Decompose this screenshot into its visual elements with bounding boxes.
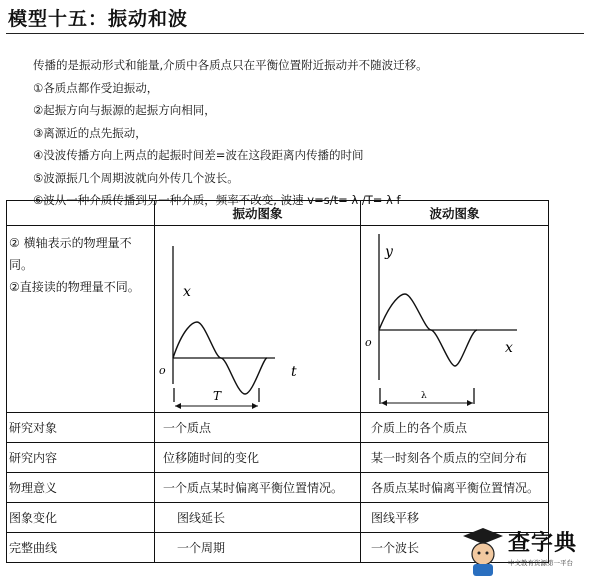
face-icon [472,543,494,565]
header-wave: 波动图象 [361,201,549,226]
row-label: 图象变化 [7,503,155,533]
wave-length-label: λ [421,391,427,401]
table-header-row [7,201,549,226]
page-title: 模型十五：振动和波 [8,8,189,30]
graduation-cap-icon [463,528,503,544]
row-wave-value: 各质点某时偏离平衡位置情况。 [361,473,549,503]
row-vibration-value: 一个质点某时偏离平衡位置情况。 [155,473,361,503]
body-icon [473,564,493,576]
vib-period-arrow-right [252,403,258,409]
wave-y-label: y [385,244,393,260]
table-row [7,413,549,443]
logo-subtitle: 中文教育资源第一平台 [508,559,573,567]
vib-period-label: T [213,389,222,403]
vibration-graph-cell [155,226,361,413]
graph-row [7,226,549,413]
vib-y-label: x [183,284,191,300]
note-intro: 传播的是振动形式和能量,介质中各质点只在平衡位置附近振动并不随波迁移。 [33,58,428,72]
vib-period-arrow-left [175,403,181,409]
graph-row-notes [7,226,155,413]
header-empty [7,201,155,226]
row-wave-value: 一个波长 [361,533,549,563]
note-2: ②起振方向与振源的起振方向相同， [33,103,216,117]
wave-graph-cell [361,226,549,413]
row-label: 完整曲线 [7,533,155,563]
note-3: ③离源近的点先振动， [33,125,147,140]
wave-origin: o [365,336,372,349]
wave-length-arrow-right [467,400,473,406]
vib-x-label: t [291,364,297,380]
wave-graph [361,226,547,412]
wave-length-arrow-left [381,400,387,406]
row-vibration-value: 图线延长 [155,503,361,533]
table-row [7,473,549,503]
vib-origin: o [159,364,166,377]
row-wave-value: 某一时刻各个质点的空间分布 [361,443,549,473]
row-wave-value: 图线平移 [361,503,549,533]
left-note-1: ② 横轴表示的物理量不同。 [9,236,132,272]
comparison-table [6,200,549,563]
row-vibration-value: 一个质点 [155,413,361,443]
left-note-2: ②直接读的物理量不同。 [9,280,140,294]
row-vibration-value: 位移随时间的变化 [155,443,361,473]
notes-list [33,54,573,212]
row-label: 研究内容 [7,443,155,473]
title-divider [6,33,584,34]
row-vibration-value: 一个周期 [155,533,361,563]
vibration-graph [155,226,359,412]
row-wave-value: 介质上的各个质点 [361,413,549,443]
logo-text: 查字典 [508,531,578,556]
note-6: ⑥波从一种介质传播到另一种介质，频率不改变, 波速 v=s/t= λ /T= λ f [33,193,401,207]
table-row [7,443,549,473]
row-label: 研究对象 [7,413,155,443]
row-label: 物理意义 [7,473,155,503]
note-1: ①各质点都作受迫振动， [33,80,159,95]
note-5: ⑤波源振几个周期波就向外传几个波长。 [33,170,239,185]
wave-x-label: x [505,340,513,356]
header-vibration: 振动图象 [155,201,361,226]
note-4: ④没波传播方向上两点的起振时间差=波在这段距离内传播的时间 [33,148,364,162]
